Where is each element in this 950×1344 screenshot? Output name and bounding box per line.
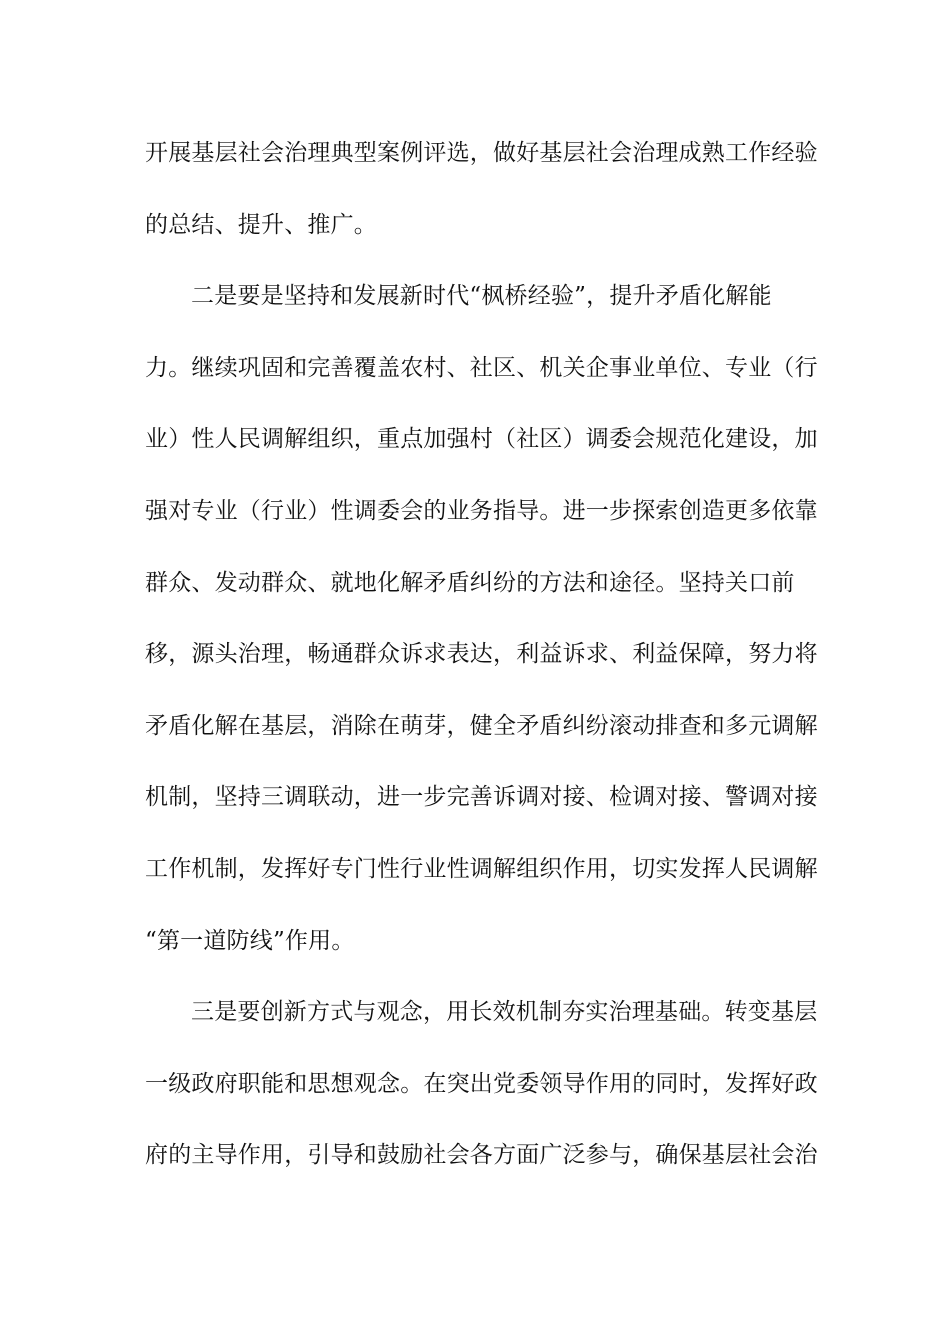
text-line: 矛盾化解在基层，消除在萌芽，健全矛盾纠纷滚动排查和多元调解: [145, 712, 818, 739]
text-line: “第一道防线”作用。: [145, 927, 355, 954]
text-line: 一级政府职能和思想观念。在突出党委领导作用的同时，发挥好政: [145, 1070, 818, 1097]
paragraph-start-line: 三是要创新方式与观念，用长效机制夯实治理基础。转变基层: [191, 999, 818, 1026]
paragraph-start-line: 二是要是坚持和发展新时代“枫桥经验”，提升矛盾化解能: [191, 283, 772, 310]
text-line: 工作机制，发挥好专门性行业性调解组织作用，切实发挥人民调解: [145, 855, 818, 882]
text-line: 移，源头治理，畅通群众诉求表达，利益诉求、利益保障，努力将: [145, 641, 818, 668]
text-line: 力。继续巩固和完善覆盖农村、社区、机关企事业单位、专业（行: [145, 354, 818, 381]
text-line: 强对专业（行业）性调委会的业务指导。进一步探索创造更多依靠: [145, 497, 818, 524]
text-line: 业）性人民调解组织，重点加强村（社区）调委会规范化建设，加: [145, 426, 818, 453]
text-line: 府的主导作用，引导和鼓励社会各方面广泛参与，确保基层社会治: [145, 1142, 818, 1169]
body-text: [145, 118, 818, 1192]
text-line: 开展基层社会治理典型案例评选，做好基层社会治理成熟工作经验: [145, 140, 818, 166]
text-line: 的总结、提升、推广。: [145, 211, 377, 238]
text-line: 机制，坚持三调联动，进一步完善诉调对接、检调对接、警调对接: [145, 784, 818, 811]
text-line: 群众、发动群众、就地化解矛盾纠纷的方法和途径。坚持关口前: [145, 569, 795, 596]
